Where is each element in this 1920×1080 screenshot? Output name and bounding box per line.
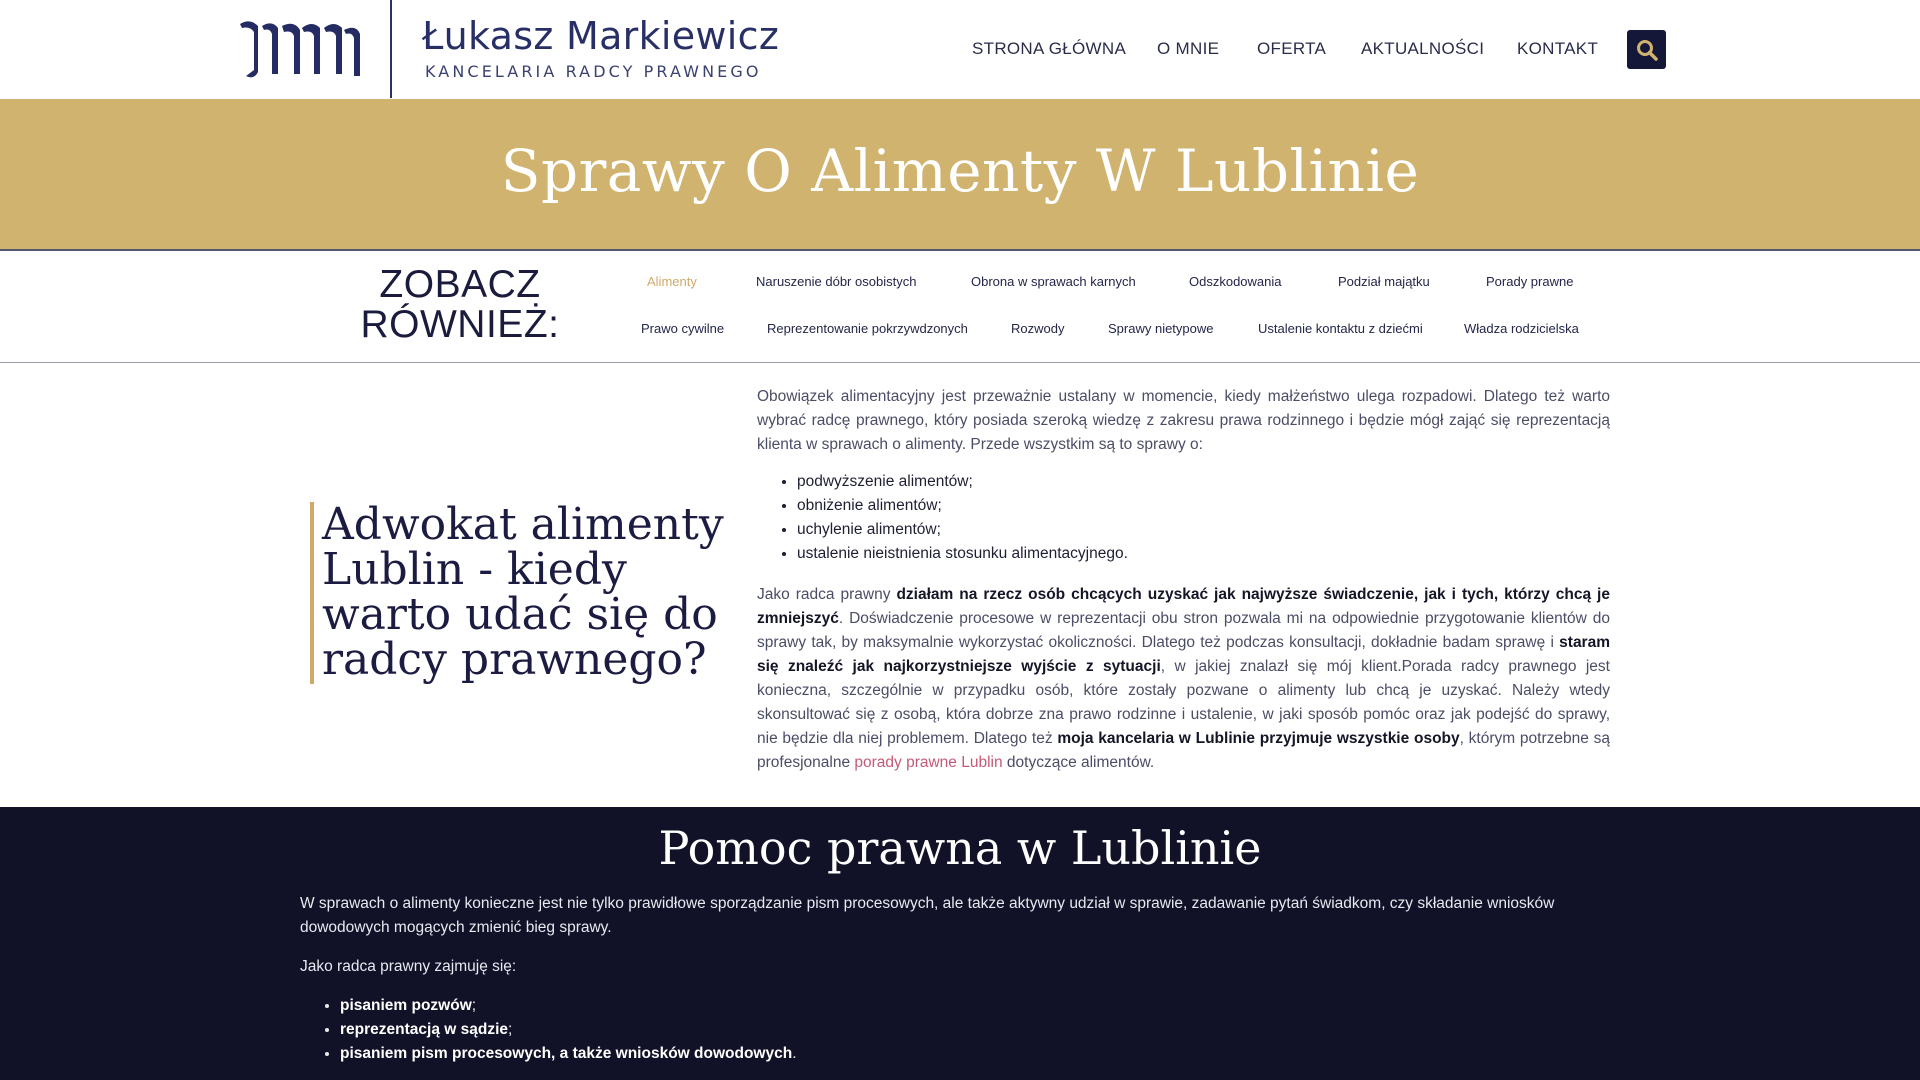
nav-aktualnosci[interactable]: AKTUALNOŚCI xyxy=(1361,39,1485,58)
legal-help-section xyxy=(0,807,1920,1080)
services-list xyxy=(340,994,1622,1066)
list-item: • pisaniem pozwów; xyxy=(340,994,1622,1018)
side-heading: Adwokat alimenty Lublin - kiedy warto udać się do radcy prawnego? xyxy=(322,499,724,685)
nav-kontakt[interactable]: KONTAKT xyxy=(1517,39,1599,58)
link-odszkodowania[interactable]: Odszkodowania xyxy=(1189,274,1282,289)
article-content xyxy=(757,385,1610,788)
section-paragraph: W sprawach o alimenty konieczne jest nie tylko prawidłowe sporządzanie pism procesowych, ale także aktywny udział w sprawie, zadawanie pytań świadkom, czy składanie wniosków dowodowych mogących zmienić bieg sprawy. xyxy=(300,895,1555,936)
search-button[interactable] xyxy=(1627,30,1666,69)
alimony-list xyxy=(797,470,1610,566)
list-item: • obniżenie alimentów; xyxy=(797,494,1610,518)
details-paragraph: Jako radca prawny działam na rzecz osób chcących uzyskać jak najwyższe świadczenie, jak i tych, którzy chcą je zmniejszyć. Doświadczenie procesowe w reprezentacji obu stron pozwala mi na odpowiednie przygotowanie klientów do sprawy tak, by maksymalnie wykorzystać okoliczności. Dlatego też podczas konsultacji, dokładnie badam sprawę i staram się znaleźć jak najkorzystniejsze wyjście z sytuacji, w jakiej znalazł się mój klient.Porada radcy prawnego jest konieczna, szczególnie w przypadku osób, które zostały pozwane o alimenty lub chcą je uzyskać. Należy wtedy skonsultować się z osobą, która dobrze zna prawo rodzinne i ustalenie, w jaki sposób pomóc oraz jak podejść do sprawy, nie będzie dla niej problemem. Dlatego też moja kancelaria w Lublinie przyjmuje wszystkie osoby, którym potrzebne są profesjonalne porady prawne Lublin dotyczące alimentów. xyxy=(757,586,1610,771)
logo-subtitle: KANCELARIA RADCY PRAWNEGO xyxy=(425,62,762,81)
logo-name[interactable]: Łukasz Markiewicz xyxy=(422,14,780,58)
link-naruszenie-dobr[interactable]: Naruszenie dóbr osobistych xyxy=(756,274,917,289)
page-title: Sprawy O Alimenty W Lublinie xyxy=(500,137,1420,205)
link-prawo-cywilne[interactable]: Prawo cywilne xyxy=(641,321,725,336)
link-ustalenie-kontaktu[interactable]: Ustalenie kontaktu z dziećmi xyxy=(1258,321,1423,336)
see-also-title-line2: RÓWNIEŻ: xyxy=(360,303,560,346)
side-heading-block xyxy=(310,499,740,685)
link-alimenty[interactable]: Alimenty xyxy=(647,274,697,289)
list-item: • uchylenie alimentów; xyxy=(797,518,1610,542)
nav-oferta[interactable]: OFERTA xyxy=(1257,39,1327,58)
list-item: • reprezentacją w sądzie; xyxy=(340,1018,1622,1042)
link-sprawy-nietypowe[interactable]: Sprawy nietypowe xyxy=(1108,321,1214,336)
see-also-section xyxy=(0,251,1920,363)
list-item: • ustalenie nieistnienia stosunku alimentacyjnego. xyxy=(797,542,1610,566)
see-also-title xyxy=(330,265,590,345)
section-paragraph: Jako radca prawny zajmuję się: xyxy=(300,958,517,975)
porady-prawne-link[interactable]: porady prawne Lublin xyxy=(854,754,1003,771)
section-body xyxy=(300,892,1622,1066)
link-podzial-majatku[interactable]: Podział majątku xyxy=(1338,274,1430,289)
see-also-title-line1: ZOBACZ xyxy=(379,263,541,306)
link-porady-prawne[interactable]: Porady prawne xyxy=(1486,274,1574,289)
link-wladza-rodzicielska[interactable]: Władza rodzicielska xyxy=(1464,321,1579,336)
site-header xyxy=(0,0,1920,99)
nav-o-mnie[interactable]: O MNIE xyxy=(1157,39,1220,58)
search-icon xyxy=(1636,39,1658,61)
page-banner xyxy=(0,99,1920,251)
list-item: • pisaniem pism procesowych, a także wniosków dowodowych. xyxy=(340,1042,1622,1066)
nav-strona-glowna[interactable]: STRONA GŁÓWNA xyxy=(972,39,1127,58)
link-rozwody[interactable]: Rozwody xyxy=(1011,321,1065,336)
section-title: Pomoc prawna w Lublinie xyxy=(658,821,1262,875)
intro-paragraph: Obowiązek alimentacyjny jest przeważnie ustalany w momencie, kiedy małżeństwo ulega rozpadowi. Dlatego też warto wybrać radcę prawnego, który posiada szeroką wiedzę z zakresu prawa rodzinnego i będzie mógł zająć się reprezentacją klienta w sprawach o alimenty. Przede wszystkim są to sprawy o: xyxy=(757,388,1610,453)
link-reprezentowanie[interactable]: Reprezentowanie pokrzywdzonych xyxy=(767,321,968,336)
list-item: • podwyższenie alimentów; xyxy=(797,470,1610,494)
link-obrona-karne[interactable]: Obrona w sprawach karnych xyxy=(971,274,1136,289)
